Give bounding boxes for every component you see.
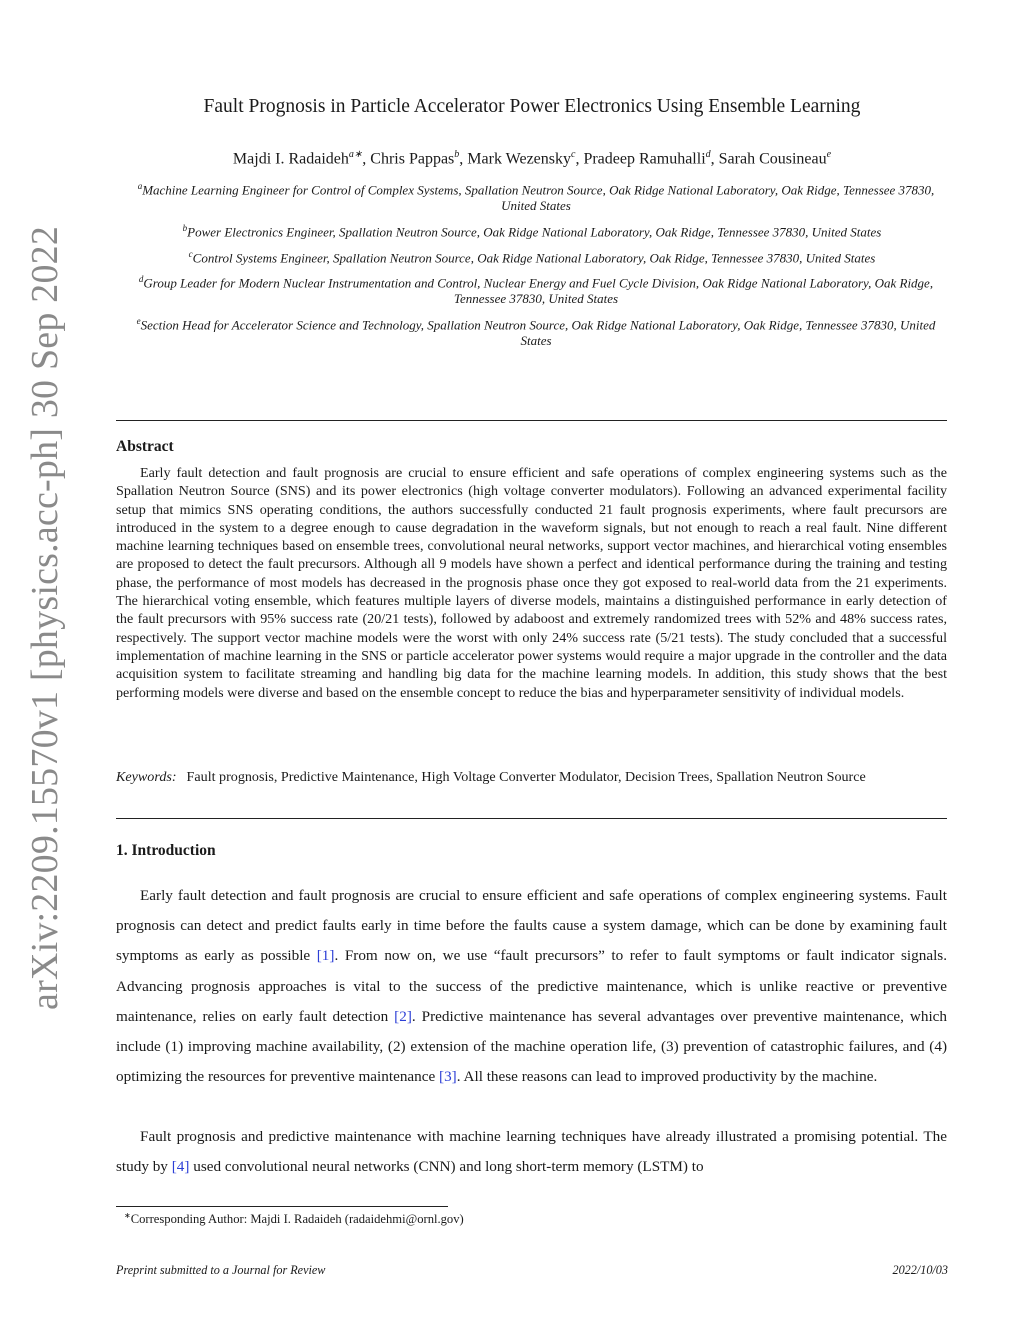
top-divider	[116, 420, 947, 421]
affiliation-a: $^a$Machine Learning Engineer for Control of Complex Systems, Spallation Neutron Source, Oak Ridge National Laboratory, Oak Ridge, Tennessee 37830, United States	[137, 181, 935, 214]
affiliation-e: $^e$Section Head for Accelerator Science and Technology, Spallation Neutron Source, Oak Ridge National Laboratory, Oak Ridge, Tennessee 37830, United States	[136, 316, 936, 349]
citation-link[interactable]: [3]	[439, 1068, 457, 1086]
abstract-text: Early fault detection and fault prognosis are crucial to ensure efficient and safe operations of complex engineering systems such as the Spallation Neutron Source (SNS) and its power electronics (high voltage converter modulators). Following an advanced experimental facility setup that mimics SNS operating conditions, the authors successfully conducted 21 fault prognosis experiments, where fault precursors are introduced in the system to a degree enough to cause degradation in the waveform signals, but not enough to reach a real fault. Nine different machine learning techniques based on ensemble trees, convolutional neural networks, support vector machines, and hierarchical voting ensembles are proposed to detect the fault precursors. Although all 9 models have shown a perfect and identical performance during the training and testing phase, the performance of most models has decreased in the prognosis phase once they got exposed to real-world data from the 21 experiments. The hierarchical voting ensemble, which features multiple layers of diverse models, maintains a distinguished performance in early detection of the fault precursors with 95% success rate (20/21 tests), followed by adaboost and extremely randomized trees with 52% and 48% success rates, respectively. The support vector machine models were the worst with only 24% success rate (5/21 tests). The study concluded that a successful implementation of machine learning in the SNS or particle accelerator power systems would require a major upgrade in the controller and the data acquisition system to facilitate streaming and handling big data for the machine learning models. In addition, this study shows that the best performing models were diverse and based on the ensemble concept to reduce the bias and hyperparameter sensitivity of individual models.	[116, 465, 947, 701]
footnote-divider	[116, 1206, 448, 1207]
author-affiliation-mark: e	[826, 149, 832, 160]
citation-link[interactable]: [2]	[394, 1007, 412, 1025]
abstract-heading: Abstract	[116, 438, 174, 455]
footer-date: 2022/10/03	[892, 1263, 948, 1277]
keywords-text: Fault prognosis, Predictive Maintenance, High Voltage Converter Modulator, Decision Trees, Spallation Neutron Source	[186, 769, 866, 785]
author-affiliation-mark: a∗	[348, 149, 363, 160]
footnote: ∗Corresponding Author: Majdi I. Radaideh (radaidehmi@ornl.gov)	[124, 1211, 464, 1227]
citation-link[interactable]: [4]	[171, 1158, 190, 1176]
citation-link[interactable]: [1]	[316, 947, 335, 965]
arxiv-identifier-stamp: arXiv:2209.15570v1 [physics.acc-ph] 30 Sep 2022	[24, 225, 66, 1010]
footer-preprint-note: Preprint submitted to a Journal for Review	[116, 1263, 326, 1277]
author-affiliation-mark: b	[454, 149, 460, 160]
author: Majdi I. Radaideh	[232, 150, 349, 168]
keywords	[116, 768, 947, 786]
author-affiliation-mark: d	[705, 149, 711, 160]
section-heading-introduction: 1. Introduction	[116, 842, 216, 859]
affiliation-b: $^b$Power Electronics Engineer, Spallation Neutron Source, Oak Ridge National Laboratory, Oak Ridge, Tennessee 37830, United States	[182, 223, 882, 240]
affiliation-c: $^c$Control Systems Engineer, Spallation Neutron Source, Oak Ridge National Laboratory, Oak Ridge, Tennessee 37830, United States	[188, 249, 876, 266]
author: Sarah Cousineau	[718, 150, 827, 168]
author-affiliation-mark: c	[571, 149, 576, 160]
affiliation-d: $^d$Group Leader for Modern Nuclear Instrumentation and Control, Nuclear Energy and Fuel Cycle Division, Oak Ridge National Laboratory, Oak Ridge, Tennessee 37830, United States	[138, 274, 934, 307]
author: Chris Pappas	[370, 150, 455, 168]
paper-title: Fault Prognosis in Particle Accelerator Power Electronics Using Ensemble Learning	[203, 96, 861, 117]
author-list: Majdi I. Radaideh$^{a∗}$, Chris Pappas$^b$, Mark Wezensky$^c$, Pradeep Ramuhalli$^d$, Sarah Cousineau$^e$	[232, 149, 832, 168]
intro-paragraph-1: Early fault detection and fault prognosis are crucial to ensure efficient and safe operations of complex engineering systems. Fault prognosis can detect and predict faults early in time before the faults cause a system damage, which can be done by examining fault symptoms as early as possible [1]. From now on, we use “fault precursors” to refer to fault symptoms or fault indicator signals. Advancing prognosis approaches is vital to the success of the predictive maintenance, which is unlike reactive or preventive maintenance, relies on early fault detection [2]. Predictive maintenance has several advantages over preventive maintenance, which include (1) improving machine availability, (2) extension of the machine operation life, (3) prevention of catastrophic failures, and (4) optimizing the resources for preventive maintenance [3]. All these reasons can lead to improved productivity by the machine.	[116, 887, 947, 1086]
author: Mark Wezensky	[467, 150, 571, 168]
author: Pradeep Ramuhalli	[583, 150, 706, 168]
bottom-divider	[116, 818, 947, 819]
keywords-label: Keywords:	[116, 769, 177, 785]
intro-paragraph-2: Fault prognosis and predictive maintenance with machine learning techniques have already illustrated a promising potential. The study by [4] used convolutional neural networks (CNN) and long short-term memory (LSTM) to	[116, 1128, 947, 1176]
